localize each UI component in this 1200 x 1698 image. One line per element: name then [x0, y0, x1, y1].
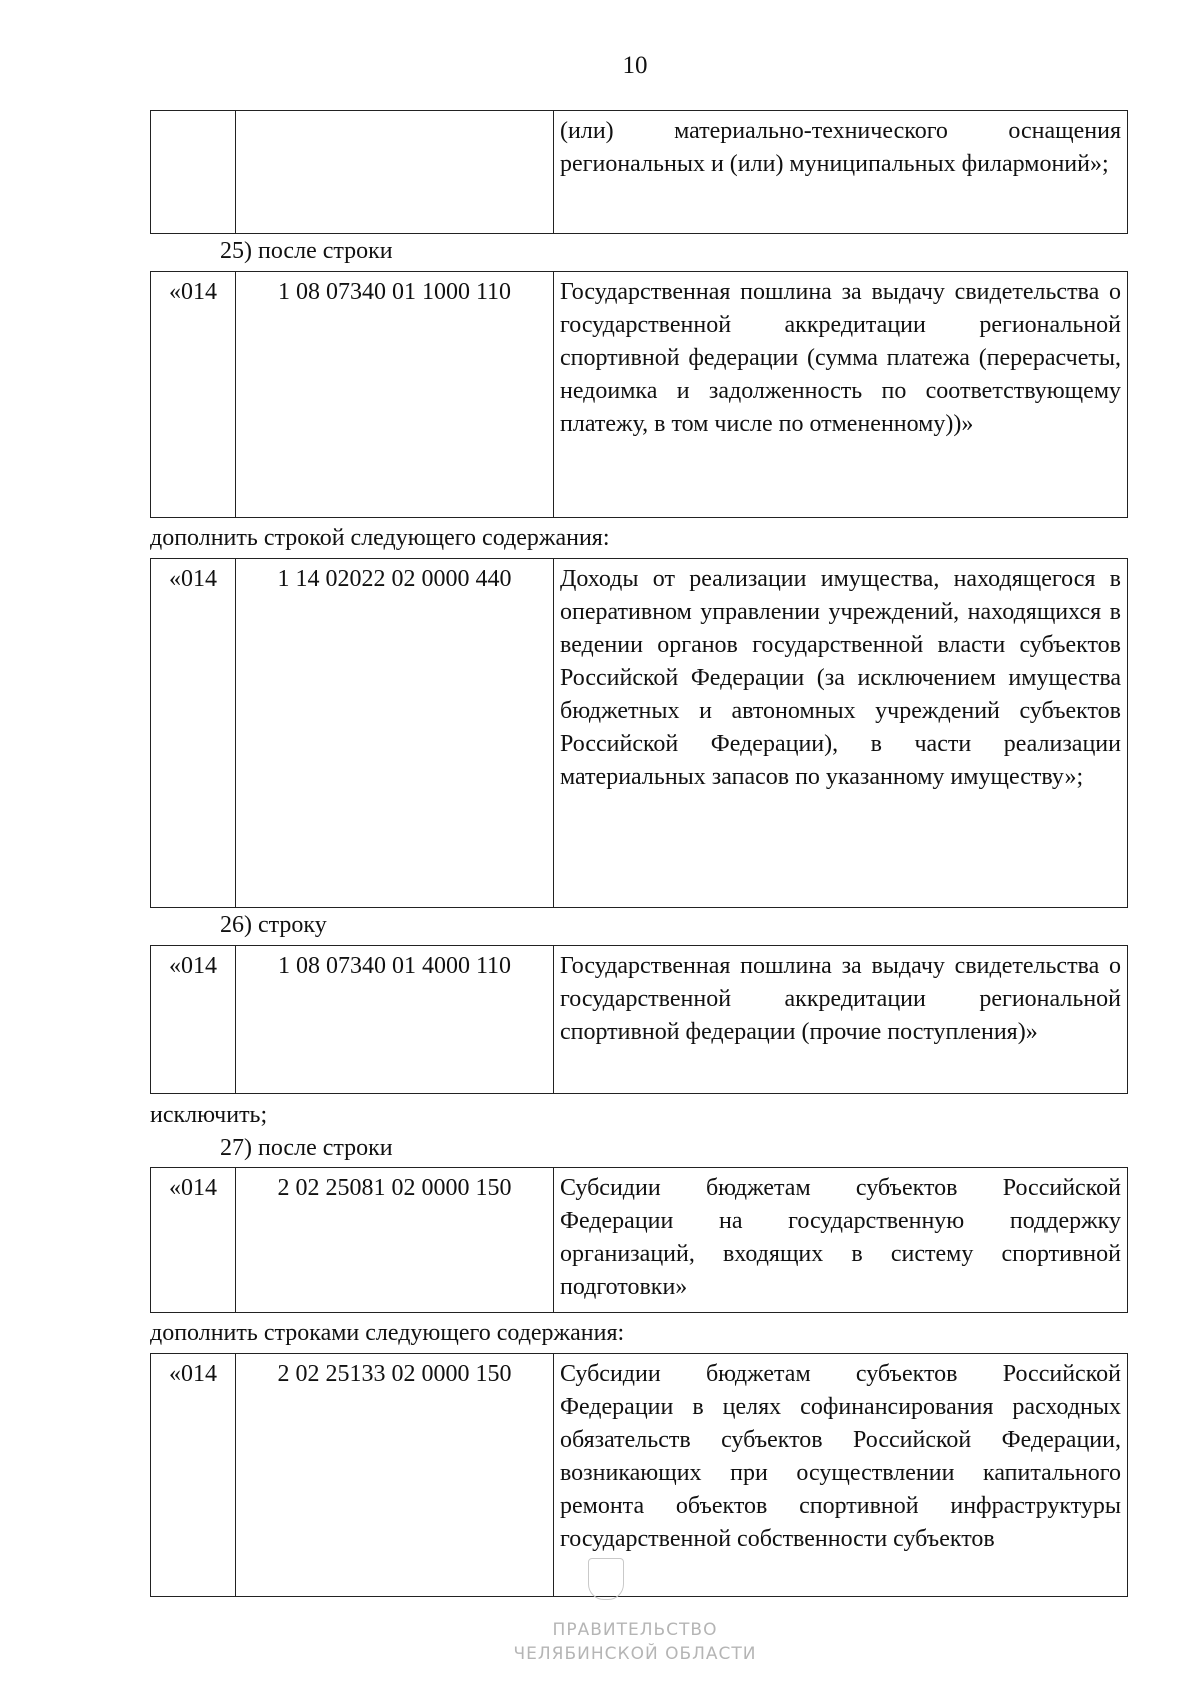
- table-item-25-existing: [150, 271, 1128, 518]
- kbk-cell: [236, 111, 554, 234]
- kbk-cell: 1 08 07340 01 4000 110: [236, 946, 554, 1094]
- item-26-instruction: исключить;: [150, 1102, 268, 1128]
- table-item-26: [150, 945, 1128, 1094]
- stamp-line-1: ПРАВИТЕЛЬСТВО: [552, 1620, 718, 1640]
- table-row: [151, 111, 1128, 234]
- code-cell: «014: [151, 1168, 236, 1313]
- table-row: [151, 1168, 1128, 1313]
- kbk-cell: 1 14 02022 02 0000 440: [236, 559, 554, 908]
- item-25-heading: 25) после строки: [220, 238, 393, 264]
- kbk-cell: 2 02 25133 02 0000 150: [236, 1354, 554, 1597]
- item-26-heading: 26) строку: [220, 912, 327, 938]
- description-cell: Доходы от реализации имущества, находящегося в оперативном управлении учреждений, находящихся в ведении органов государственной власти субъектов Российской Федерации (за исключением имущества бюджетных и автономных учреждений субъектов Российской Федерации), в части реализации материальных запасов по указанному имуществу»;: [554, 559, 1128, 908]
- description-cell: (или) материально-технического оснащения региональных и (или) муниципальных филармоний»;: [554, 111, 1128, 234]
- table-row: [151, 272, 1128, 518]
- item-27-heading: 27) после строки: [220, 1135, 393, 1161]
- table-row: [151, 946, 1128, 1094]
- code-cell: «014: [151, 559, 236, 908]
- code-cell: «014: [151, 946, 236, 1094]
- kbk-cell: 2 02 25081 02 0000 150: [236, 1168, 554, 1313]
- table-item-25-new: [150, 558, 1128, 908]
- stamp-line-2: ЧЕЛЯБИНСКОЙ ОБЛАСТИ: [513, 1644, 757, 1664]
- description-cell: Субсидии бюджетам субъектов Российской Федерации в целях софинансирования расходных обязательств субъектов Российской Федерации, возникающих при осуществлении капитального ремонта объектов спортивной инфраструктуры государственной собственности субъектов: [554, 1354, 1128, 1597]
- code-cell: «014: [151, 272, 236, 518]
- page-number: 10: [622, 52, 648, 79]
- description-cell: Государственная пошлина за выдачу свидетельства о государственной аккредитации региональной спортивной федерации (сумма платежа (перерасчеты, недоимка и задолженность по соответствующему платежу, в том числе по отмененному))»: [554, 272, 1128, 518]
- table-row: [151, 559, 1128, 908]
- table-row: [151, 1354, 1128, 1597]
- table-continuation: [150, 110, 1128, 234]
- code-cell: «014: [151, 1354, 236, 1597]
- code-cell: [151, 111, 236, 234]
- description-cell: Субсидии бюджетам субъектов Российской Федерации на государственную поддержку организаций, входящих в систему спортивной подготовки»: [554, 1168, 1128, 1313]
- description-cell: Государственная пошлина за выдачу свидетельства о государственной аккредитации региональной спортивной федерации (прочие поступления)»: [554, 946, 1128, 1094]
- kbk-cell: 1 08 07340 01 1000 110: [236, 272, 554, 518]
- item-25-instruction: дополнить строкой следующего содержания:: [150, 525, 610, 551]
- table-item-27-existing: [150, 1167, 1128, 1313]
- coat-of-arms-icon: [588, 1558, 624, 1600]
- table-item-27-new: [150, 1353, 1128, 1597]
- item-27-instruction: дополнить строками следующего содержания:: [150, 1320, 625, 1346]
